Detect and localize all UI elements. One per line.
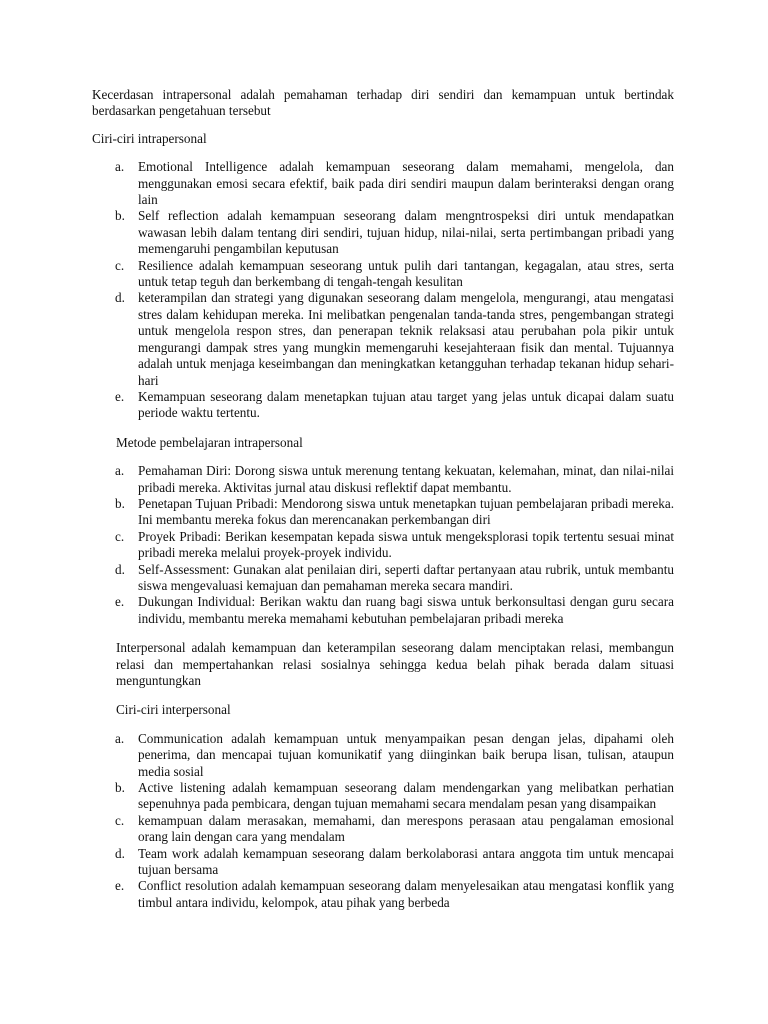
list-item-text: Communication adalah kemampuan untuk menyampaikan pesan dengan jelas, dipahami oleh penerima, dan mencapai tujuan komunikatif yang diinginkan baik berupa lisan, tulisan, ataupun media sosial [138,730,674,779]
list-item-text: Proyek Pribadi: Berikan kesempatan kepada siswa untuk mengeksplorasi topik tertentu sesuai minat pribadi mereka melalui proyek-proyek individu. [138,528,674,561]
list-item-text: Conflict resolution adalah kemampuan seseorang dalam menyelesaikan atau mengatasi konflik yang timbul antara individu, kelompok, atau pihak yang berbeda [138,878,674,910]
list-item [115,780,674,813]
list-ciri-intrapersonal [92,159,674,422]
list-item [115,561,674,595]
list-item-text: Self-Assessment: Gunakan alat penilaian diri, seperti daftar pertanyaan atau rubrik, untuk membantu siswa mengevaluasi kemajuan dan pemahaman mereka secara mandiri. [138,561,674,593]
list-item-text: kemampuan dalam merasakan, memahami, dan merespons perasaan atau pengalaman emosional orang lain dengan cara yang mendalam [138,812,674,845]
list-marker: a. [115,730,125,746]
list-item [115,257,674,291]
list-marker: b. [115,208,125,224]
list-item [115,495,674,529]
list-marker: e. [115,388,125,404]
list-item-text: Team work adalah kemampuan seseorang dalam berkolaborasi antara anggota tim untuk mencapai tujuan bersama [138,845,674,878]
list-marker: a. [115,159,125,175]
interpersonal-paragraph: Interpersonal adalah kemampuan dan keterampilan seseorang dalam menciptakan relasi, membangun relasi dan mempertahankan relasi sosialnya sehingga kedua belah pihak berada dalam situasi menguntungkan [116,640,674,688]
heading-ciri-intrapersonal: Ciri-ciri intrapersonal [92,130,207,146]
list-marker: d. [115,845,125,861]
list-item [115,528,674,562]
list-marker: c. [115,528,125,544]
list-marker: d. [115,290,125,306]
list-item-text: Pemahaman Diri: Dorong siswa untuk merenung tentang kekuatan, kelemahan, minat, dan nilai-nilai pribadi mereka. Aktivitas jurnal atau diskusi reflektif dapat membantu. [138,463,674,495]
heading-ciri-interpersonal: Ciri-ciri interpersonal [116,702,231,718]
list-item-text: keterampilan dan strategi yang digunakan seseorang dalam mengelola, mengurangi, atau mengatasi stres dalam kehidupan mereka. Ini melibatkan pengenalan tanda-tanda stres, pengembangan strategi untuk mengelola respon stres, dan penerapan teknik relaksasi atau perubahan pola pikir untuk mengurangi dampak stres yang mungkin memengaruhi kesejahteraan fisik dan mental. Tujuannya adalah untuk menjaga keseimbangan dan meningkatkan ketangguhan terhadap tekanan hidup sehari-hari [138,290,674,388]
list-marker: e. [115,878,125,894]
list-item-text: Dukungan Individual: Berikan waktu dan ruang bagi siswa untuk berkonsultasi dengan guru secara individu, membantu mereka memahami kebutuhan pembelajaran pribadi mereka [138,594,674,626]
list-marker: d. [115,561,125,577]
list-item [115,208,674,257]
heading-metode-pembelajaran: Metode pembelajaran intrapersonal [116,434,303,450]
list-item [115,388,674,422]
list-ciri-interpersonal [92,731,674,911]
list-item [115,845,674,879]
list-item-text: Kemampuan seseorang dalam menetapkan tujuan atau target yang jelas untuk dicapai dalam suatu periode waktu tertentu. [138,388,674,421]
list-marker: a. [115,463,125,479]
list-item [115,290,674,388]
list-item [115,730,674,780]
list-item [115,812,674,846]
list-marker: c. [115,257,125,273]
list-marker: c. [115,812,125,828]
list-item [115,878,674,911]
list-item-text: Emotional Intelligence adalah kemampuan seseorang dalam memahami, mengelola, dan menggunakan emosi secara efektif, baik pada diri sendiri maupun dalam berinteraksi dengan orang lain [138,159,674,208]
list-marker: b. [115,495,125,511]
list-item-text: Penetapan Tujuan Pribadi: Mendorong siswa untuk menetapkan tujuan pembelajaran pribadi mereka. Ini membantu mereka fokus dan merencanakan perkembangan diri [138,495,674,528]
intro-paragraph: Kecerdasan intrapersonal adalah pemahaman terhadap diri sendiri dan kemampuan untuk bertindak berdasarkan pengetahuan tersebut [92,87,674,119]
list-item [115,159,674,208]
list-item [115,463,674,496]
list-item-text: Active listening adalah kemampuan seseorang dalam mendengarkan yang melibatkan perhatian sepenuhnya pada pembicara, dengan tujuan memahami secara mendalam pesan yang disampaikan [138,780,674,812]
list-metode-pembelajaran [92,463,674,627]
list-item-text: Resilience adalah kemampuan seseorang untuk pulih dari tantangan, kegagalan, atau stres, serta untuk tetap teguh dan berkembang di tengah-tengah kesulitan [138,257,674,290]
list-marker: e. [115,594,125,610]
list-marker: b. [115,780,125,796]
list-item-text: Self reflection adalah kemampuan seseorang dalam mengntrospeksi diri untuk mendapatkan wawasan lebih dalam tentang diri sendiri, tujuan hidup, nilai-nilai, serta pertimbangan pribadi yang memengaruhi pengambilan keputusan [138,208,674,257]
list-item [115,594,674,627]
